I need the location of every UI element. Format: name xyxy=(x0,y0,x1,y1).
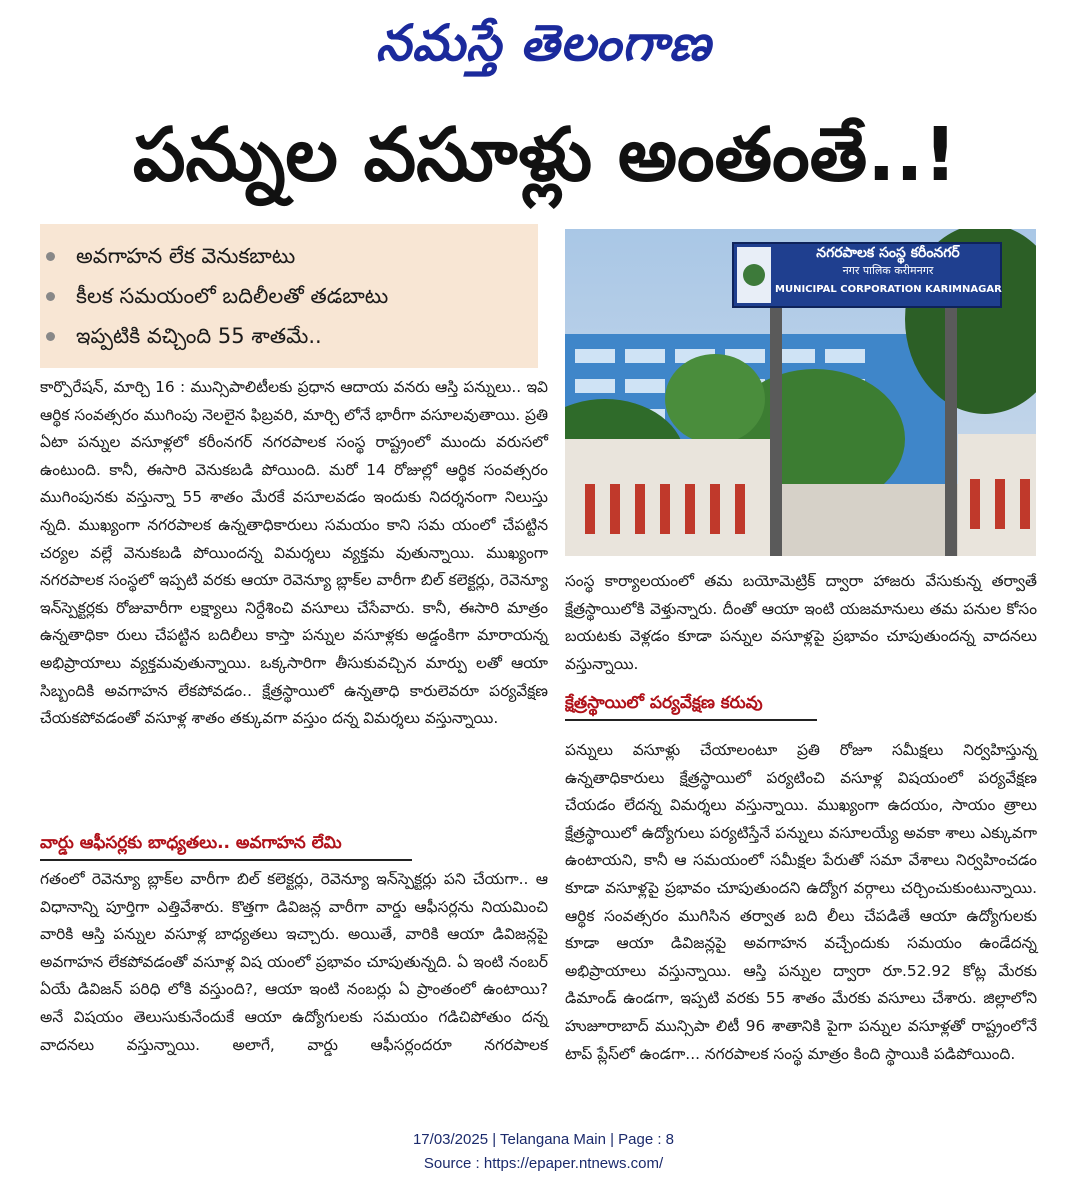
highlights-box xyxy=(40,224,538,368)
highlight-item: అవగాహన లేక వెనుకబాటు xyxy=(76,236,538,276)
article-left-column-1 xyxy=(40,374,548,733)
article-right-column-2 xyxy=(565,737,1037,1068)
headline: పన్నుల వసూళ్లు అంతంతే..! xyxy=(132,112,958,198)
article-paragraph: పన్నులు వసూళ్లు చేయాలంటూ ప్రతి రోజూ సమీక్షలు నిర్వహిస్తున్న ఉన్నతాధికారులు క్షేత్రస్థాయిలో పర్యటించి వసూళ్ల విషయంలో పర్యవేక్షణ చేయడం లేదన్న విమర్శలు వస్తున్నాయి. ముఖ్యంగా ఉదయం, సాయం త్రాలు క్షేత్రస్థాయిలో ఉద్యోగులు పర్యటిస్తేనే పన్నులు వసూలయ్యే అవకా శాలు ఎక్కువగా ఉంటాయని, కానీ ఆ సమయంలో సమీక్షల పేరుతో సమా వేశాలు నిర్వహించడం కూడా వసూళ్లపై ప్రభావం చూపుతుందని ఉద్యోగ వర్గాలు చర్చించుకుంటున్నాయి. ఆర్థిక సంవత్సరం ముగిసిన తర్వాత బది లీలు చేపడితే ఆయా ఉద్యోగులకు కూడా ఆయా డివిజన్లపై అవగాహన వచ్చేందుకు సమయం ఉండేదన్న అభిప్రాయాలు వస్తున్నాయి. ఆస్తి పన్నుల ద్వారా రూ.52.92 కోట్ల మేరకు డిమాండ్ ఉండగా, ఇప్పటి వరకు 55 శాతం మేరకు వసూలు చేశారు. జిల్లాలోని హుజూరాబాద్ మున్సిపా లిటీ 96 శాతానికి పైగా పన్నుల వసూళ్లతో రాష్ట్రంలోనే టాప్ ప్లేస్‌లో ఉండగా... నగరపాలక సంస్థ మాత్రం కింది స్థాయికి పడిపోయింది. xyxy=(565,741,1037,1063)
masthead-logo: నమస్తే తెలంగాణ xyxy=(375,13,712,72)
subheading-ward-officers: వార్డు ఆఫీసర్లకు బాధ్యతలు.. అవగాహన లేమి xyxy=(40,829,412,857)
article-paragraph: గతంలో రెవెన్యూ బ్లాక్‌ల వారీగా బిల్ కలెక్టర్లు, రెవెన్యూ ఇన్‌స్పెక్టర్లు పని చేయగా.. ఆ విధానాన్ని పూర్తిగా ఎత్తివేశారు. కొత్తగా డివిజన్ల వారీగా వార్డు ఆఫీసర్లను నియమించి వారికి ఆస్తి పన్నుల వసూళ్ల బాధ్యతలు ఇచ్చారు. అయితే, వారికి ఆయా డివిజన్లపై అవగాహన లేకపోవడంతో వసూళ్ల విష యంలో ప్రభావం చూపుతున్నది. ఏ ఇంటి నంబర్ ఏయే డివిజన్ పరిధి లోకి వస్తుంది?, ఆయా ఇంటి నంబర్లు ఏ ప్రాంతంలో ఉంటాయి? అనే విషయం తెలుసుకునేందుకే ఆయా ఉద్యోగులకు సమయం గడిచిపోతుం దన్న వాదనలు వస్తున్నాయి. అలాగే, వార్డు ఆఫీసర్లందరూ నగరపాలక xyxy=(40,870,548,1054)
highlight-item: కీలక సమయంలో బదిలీలతో తడబాటు xyxy=(76,276,538,316)
footer-date-page: 17/03/2025 | Telangana Main | Page : 8 xyxy=(412,1131,675,1148)
article-right-column-1 xyxy=(565,568,1037,678)
article-left-column-2 xyxy=(40,866,548,1059)
sign-telugu-text: నగరపాలక సంస్థ కరీంనగర్ xyxy=(816,245,960,261)
highlight-item: ఇప్పటికి వచ్చింది 55 శాతమే.. xyxy=(76,316,538,356)
sign-english-text: MUNICIPAL CORPORATION KARIMNAGAR xyxy=(775,284,1002,295)
article-paragraph: కార్పొరేషన్, మార్చి 16 : మున్సిపాలిటీలకు ప్రధాన ఆదాయ వనరు ఆస్తి పన్నులు.. ఇవి ఆర్థిక సంవత్సరం ముగింపు నెలలైన ఫిబ్రవరి, మార్చి లోనే భారీగా వసూలవుతాయి. ప్రతి ఏటా పన్నుల వసూళ్లలో కరీంనగర్ నగరపాలక సంస్థ రాష్ట్రంలో ముందు వరుసలో ఉంటుంది. కానీ, ఈసారి వెనుకబడి పోయింది. మరో 14 రోజుల్లో ఆర్థిక సంవత్సరం ముగింపునకు వస్తున్నా 55 శాతం మేరకే వసూలవడం ఇందుకు నిదర్శనంగా నిలుస్తు న్నది. ముఖ్యంగా నగరపాలక ఉన్నతాధికారులు సమయం కాని సమ యంలో చేపట్టిన చర్యల వల్లే వెనుకబడి పోయిందన్న విమర్శలు వ్యక్తమ వుతున్నాయి. ముఖ్యంగా నగరపాలక సంస్థలో ఇప్పటి వరకు ఆయా రెవెన్యూ బ్లాక్‌ల వారీగా బిల్ కలెక్టర్లు, రెవెన్యూ ఇన్‌స్పెక్టర్లకు రోజువారీగా లక్ష్యాలు నిర్దేశించి వసూలు చేసేవారు. కానీ, ఈసారి మాత్రం ఉన్నతాధికా రులు చేపట్టిన బదిలీలు కాస్తా పన్నుల వసూళ్లకు అడ్డంకిగా మారాయన్న అభిప్రాయాలు వ్యక్తమవుతున్నాయి. ఒక్కసారిగా తీసుకువచ్చిన మార్పు లతో ఆయా సిబ్బందికి అవగాహన లేకపోవడం.. క్షేత్రస్థాయిలో ఉన్నతాధి కారులెవరూ పర్యవేక్షణ చేయకపోవడంతో వసూళ్ల శాతం తక్కువగా వస్తుం దన్న విమర్శలు వస్తున్నాయి. xyxy=(40,378,548,728)
municipal-office-photo xyxy=(565,229,1036,556)
article-paragraph: సంస్థ కార్యాలయంలో తమ బయోమెట్రిక్ ద్వారా హాజరు వేసుకున్న తర్వాతే క్షేత్రస్థాయిలోకి వెళ్తున్నారు. దీంతో ఆయా ఇంటి యజమానులు తమ పనుల కోసం బయటకు వెళ్లడం కూడా పన్నుల వసూళ్లపై ప్రభావం చూపుతుందన్న వాదనలు వస్తున్నాయి. xyxy=(565,572,1037,673)
footer-source: Source : https://epaper.ntnews.com/ xyxy=(423,1155,664,1172)
sign-hindi-text: नगर पालिक करीमनगर xyxy=(842,264,934,277)
subheading-field-supervision: క్షేత్రస్థాయిలో పర్యవేక్షణ కరువు xyxy=(565,689,817,717)
